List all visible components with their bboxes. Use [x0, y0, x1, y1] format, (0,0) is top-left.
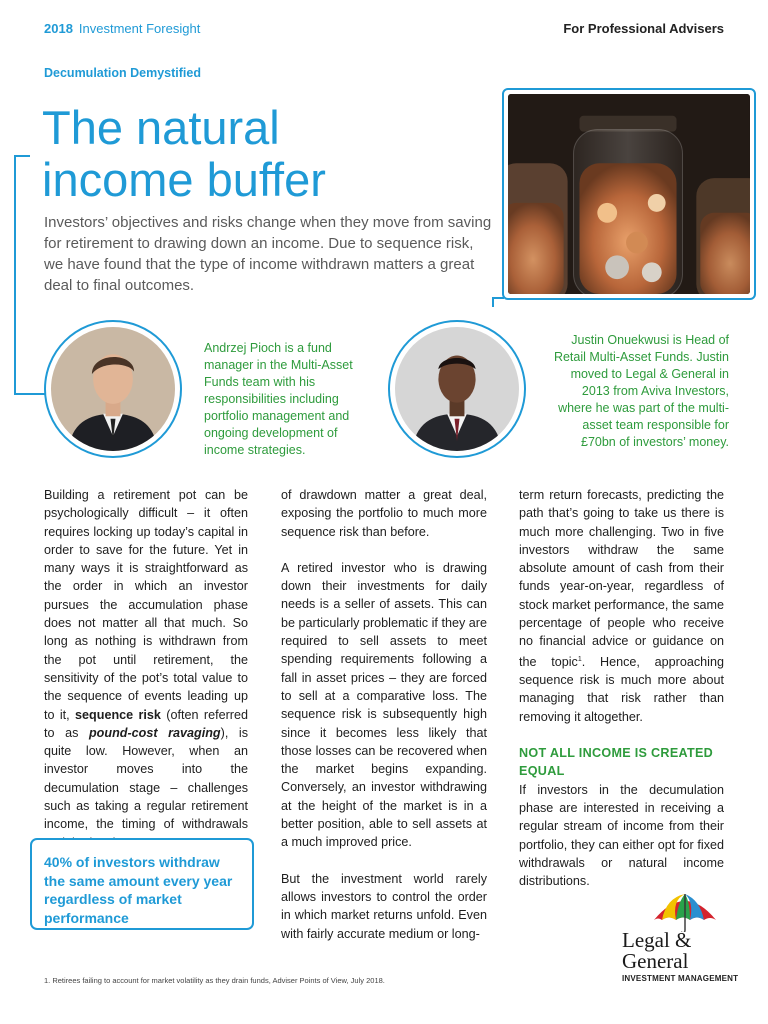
coin-jars-photo [508, 94, 750, 294]
col2-paragraph-3: But the investment world rarely allows investors to control the order in which market returns unfold. Even with fairly accurate medium or long- [281, 871, 487, 941]
col1-text-c: ), is quite low. However, when an investor moves into the decumulation stage – challenges such as taking a regular retirement income, the timing of withdrawals [44, 725, 248, 832]
bracket-bottom [14, 393, 46, 395]
col1-term-sequence-risk: sequence risk [75, 707, 161, 722]
footnote-ref: 1 [577, 655, 582, 663]
body-column-1 [44, 486, 248, 870]
col3-text-b: . Hence, approaching sequence risk is much more about managing that risk rather than removing it altogether. [519, 654, 724, 724]
photo-connector-vertical [492, 297, 494, 307]
section-subheading: NOT ALL INCOME IS CREATED EQUAL [519, 746, 714, 779]
logo-line-3: INVESTMENT MANAGEMENT [622, 974, 739, 983]
intro-paragraph: Investors’ objectives and risks change when they move from saving for retirement to drawing down an income. Due to sequence risk, we have found that the type of income withdrawn matters a great deal to final outcomes. [44, 214, 492, 294]
bracket-top [14, 155, 30, 157]
col1-paragraph-1 [44, 486, 248, 852]
coin-jars-image [508, 94, 750, 294]
col1-term-pound-cost-ravaging: pound-cost ravaging [88, 725, 221, 740]
bio-justin-onuekwusi: Justin Onuekwusi is Head of Retail Multi-Asset Funds. Justin moved to Legal & General in 2013 from Aviva Investors, where he was part of the multi-asset team responsible for £70bn of investors’ money. [553, 333, 729, 449]
avatar-andrzej-pioch [44, 320, 182, 458]
logo-line-1: Legal & [622, 928, 692, 952]
header-audience: For Professional Advisers [563, 21, 724, 36]
umbrella-icon [650, 890, 720, 932]
portrait-justin-image [395, 327, 519, 451]
header-publication [44, 21, 200, 36]
col1-text-a: Building a retirement pot can be psychologically difficult – it often requires locking up today’s capital in order to save for the future. Yet in many ways it is straightforward as the order in which an investor pursues the accumulation phase does not matter all that much. So long as nothing is withdrawn from the pot until retirement, the sensitivity of the pot’s total value to the sequence of events leading up to it, [44, 488, 248, 722]
page-title-line-1: The natural [42, 101, 280, 154]
bio-andrzej-pioch: Andrzej Pioch is a fund manager in the Multi-Asset Funds team with his responsibilities including portfolio management and ongoing development of income strategies. [204, 341, 353, 457]
page-title [42, 102, 482, 206]
col3-paragraph-1 [519, 486, 724, 726]
col1-text-b: (often referred to as [44, 707, 248, 740]
avatar-justin-onuekwusi [388, 320, 526, 458]
col2-paragraph-2: A retired investor who is drawing down their investments for daily needs is a seller of assets. This can be particularly problematic if they are required to sell assets to meet spending requirements following a fall in asset prices – they are forced to sell at a comparative loss. The sequence risk is subsequently high since it becomes less likely that those losses can be recovered when the market begins expanding. Conversely, an investor withdrawing at the height of the market is in a better position, able to sell assets at a much improved price. [281, 560, 487, 850]
page-title-line-2: income buffer [42, 153, 326, 206]
stat-callout: 40% of investors withdraw the same amount every year regardless of market performance [30, 838, 254, 930]
coin-jars-photo-frame [502, 88, 756, 300]
header-publication-name: Investment Foresight [78, 21, 201, 36]
company-logo [616, 890, 739, 986]
portrait-andrzej-image [51, 327, 175, 451]
col3-paragraph-2: If investors in the decumulation phase are interested in receiving a regular stream of income from their portfolio, they can either opt for fixed withdrawals or natural income distributions. [519, 782, 724, 889]
body-column-3 [519, 486, 724, 908]
footnote: 1. Retirees failing to account for market volatility as they drain funds, Adviser Points of View, July 2018. [44, 976, 385, 985]
col2-paragraph-1: of drawdown matter a great deal, exposing the portfolio to much more sequence risk than before. [281, 488, 487, 539]
bracket-left [14, 155, 16, 395]
section-kicker: Decumulation Demystified [44, 66, 201, 80]
logo-line-2: General [622, 949, 689, 973]
header-year: 2018 [44, 21, 73, 36]
body-column-2 [281, 486, 487, 961]
col3-text-a: term return forecasts, predicting the path that’s going to take us there is much more challenging. Two in five investors withdraw the same absolute amount of cash from their funds year-on-year, regardless of stock market performance, the same percentage of people who receive no financial advice or guidance on the topic [519, 488, 724, 669]
